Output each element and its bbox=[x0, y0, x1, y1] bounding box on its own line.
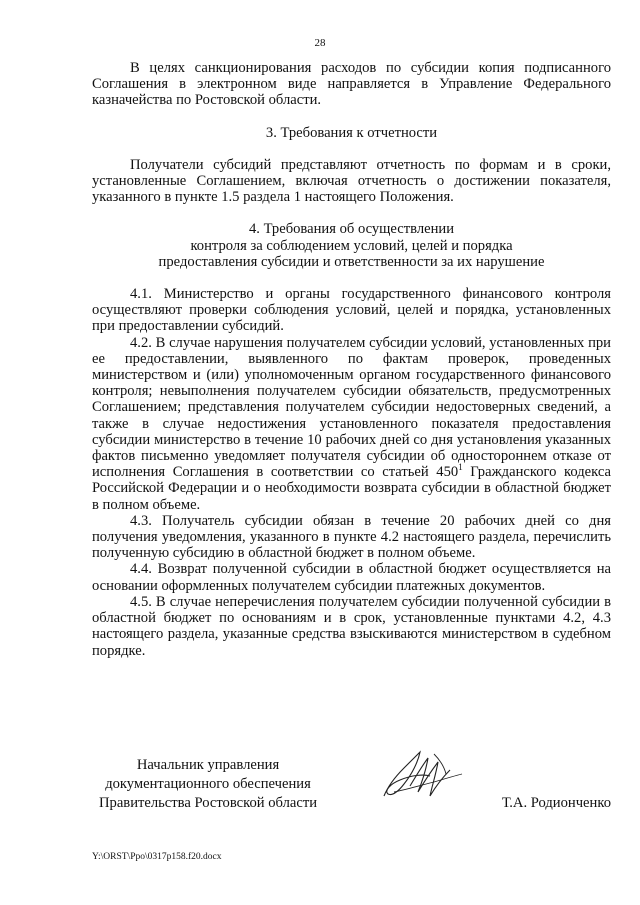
paragraph-4-2-text-end: Гражданского кодекса Российской Федерации и о необходимости возврата субсидии в областной бюджет в полном объеме. bbox=[92, 464, 611, 513]
paragraph-4-5: 4.5. В случае неперечисления получателем субсидии полученной субсидии в областной бюджет по основаниям и в срок, установленные пунктами 4.2, 4.3 настоящего раздела, указанные средства взыскиваются министерством в судебном порядке. bbox=[92, 593, 611, 659]
position-line: Начальник управления bbox=[136, 757, 280, 773]
section-4-heading-line: предоставления субсидии и ответственности за их нарушение bbox=[158, 253, 545, 270]
article-superscript: 1 bbox=[458, 462, 463, 473]
section-4-heading-line: 4. Требования об осуществлении bbox=[248, 221, 455, 238]
paragraph-4-2 bbox=[92, 335, 611, 513]
intro-paragraph: В целях санкционирования расходов по субсидии копия подписанного Соглашения в электронном виде направляется в Управление Федерального казначейства по Ростовской области. bbox=[92, 60, 611, 109]
paragraph-4-1: 4.1. Министерство и органы государственного финансового контроля осуществляют проверки соблюдения условий, целей и порядка, установленных при предоставлении субсидий. bbox=[92, 286, 611, 335]
paragraph-4-4: 4.4. Возврат полученной субсидии в областной бюджет осуществляется на основании оформленных получателем субсидии платежных документов. bbox=[92, 561, 611, 594]
signatory-name: Т.А. Родионченко bbox=[501, 795, 611, 811]
paragraph-4-2-text: 4.2. В случае нарушения получателем субсидии условий, установленных при ее предоставлении, выявленного по фактам проверок, проведенных министерством и (или) уполномоченным органом государственного финансового контроля; невыполнения получателем субсидии обязательств, предусмотренных Соглашением; представления получателем субсидии недостоверных сведений, а также в случае недостижения установленного показателя предоставления субсидии министерство в течение 10 рабочих дней со дня установления указанных фактов письменно уведомляет получателя субсидии об одностороннем отказе от исполнения Соглашения в соответствии со статьей 450 bbox=[92, 334, 611, 481]
handwritten-signature bbox=[374, 746, 469, 808]
file-path-footer: Y:\ORST\Ppo\0317p158.f20.docx bbox=[92, 852, 222, 862]
position-line: Правительства Ростовской области bbox=[98, 795, 318, 811]
position-line: документационного обеспечения bbox=[105, 776, 311, 792]
section-3-paragraph: Получатели субсидий представляют отчетность по формам и в сроки, установленные Соглашением, включая отчетность о достижении показателя, указанного в пункте 1.5 раздела 1 настоящего Положения. bbox=[92, 156, 611, 206]
section-4-heading-line: контроля за соблюдением условий, целей и порядка bbox=[190, 237, 513, 254]
section-3-heading: 3. Требования к отчетности bbox=[265, 124, 438, 141]
paragraph-4-3: 4.3. Получатель субсидии обязан в течение 20 рабочих дней со дня получения уведомления, указанного в пункте 4.2 настоящего раздела, перечислить полученную субсидию в областной бюджет в полном объеме. bbox=[92, 512, 611, 562]
section-4-heading bbox=[92, 221, 611, 270]
signatory-position bbox=[92, 756, 324, 813]
document-body bbox=[92, 60, 611, 659]
page-number: 28 bbox=[314, 37, 326, 49]
